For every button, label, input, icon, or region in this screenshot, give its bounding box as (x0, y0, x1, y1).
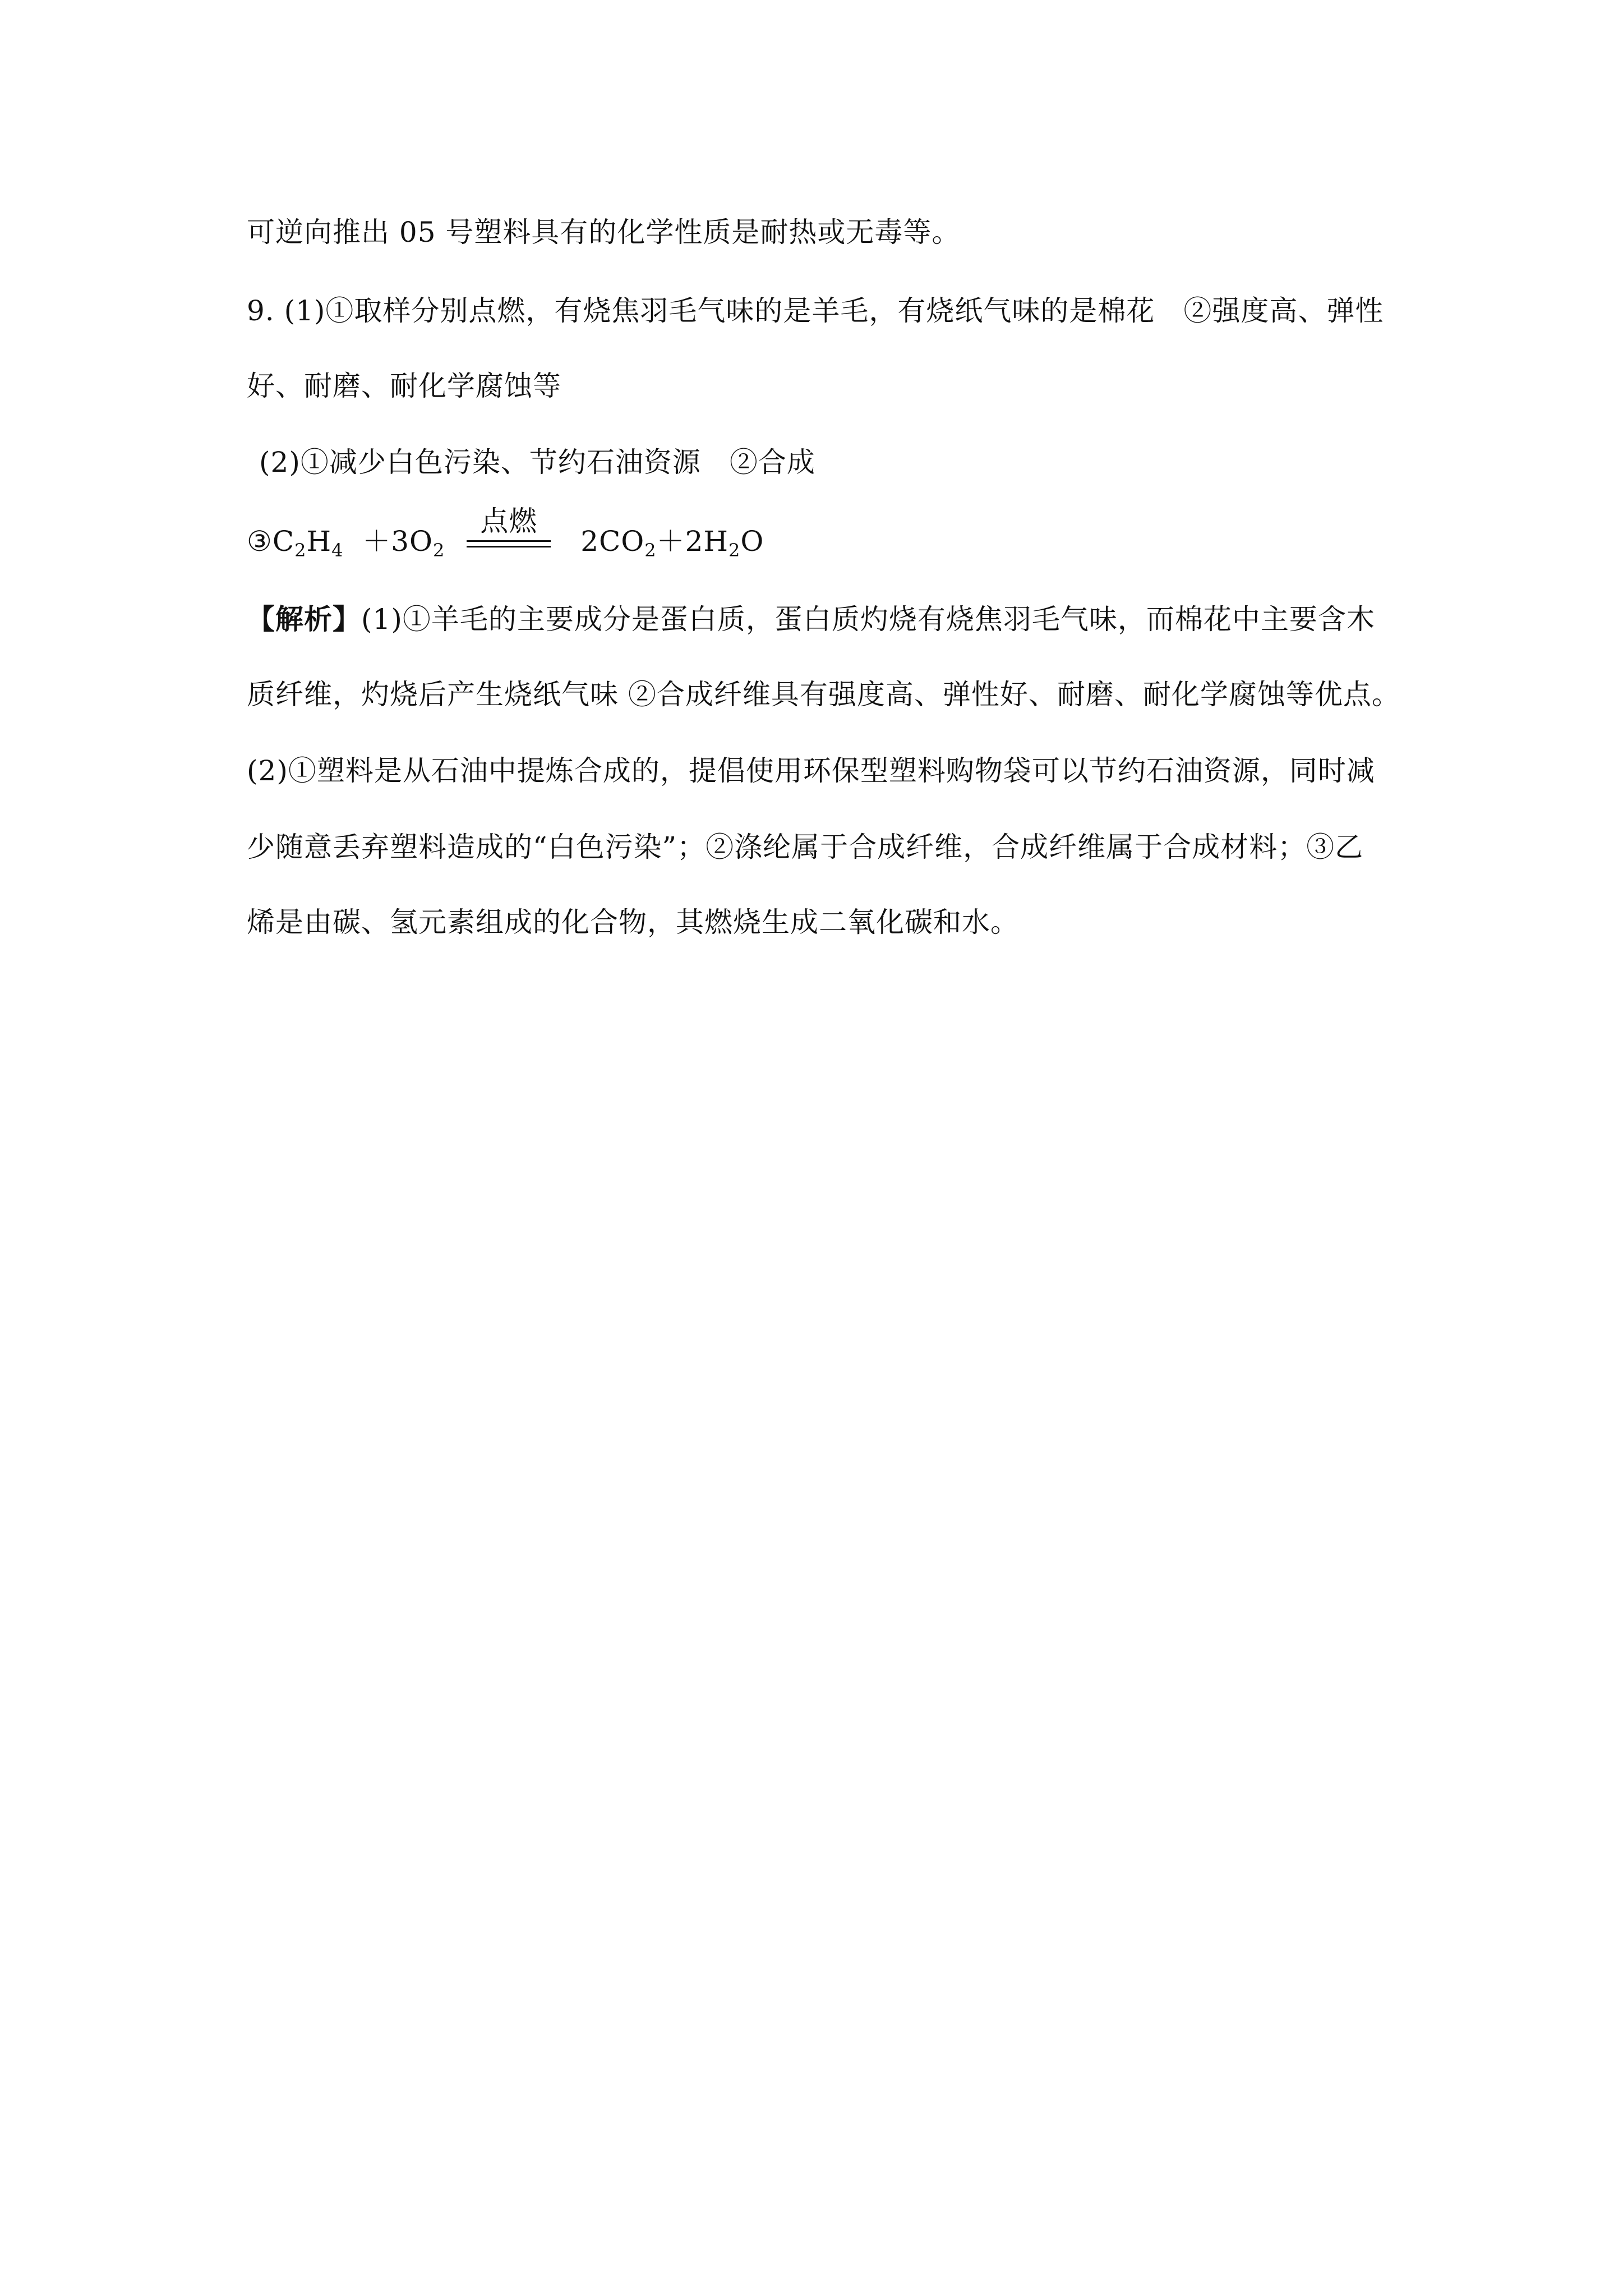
analysis-line: 烯是由碳、氢元素组成的化合物，其燃烧生成二氧化碳和水。 (247, 906, 1019, 938)
eq-h: H (306, 525, 332, 558)
equals-bar-bottom (467, 546, 551, 547)
answer-9-part1-line: 9. (1)①取样分别点燃，有烧焦羽毛气味的是羊毛，有烧纸气味的是棉花 ②强度高、弹性 (247, 295, 1384, 327)
analysis-label: 【解析】 (247, 602, 361, 636)
condition-text: 点燃 (480, 505, 538, 537)
analysis-line: (2)①塑料是从石油中提炼合成的，提倡使用环保型塑料购物袋可以节约石油资源，同时减 (247, 754, 1375, 787)
eq-sub: 4 (331, 540, 344, 561)
answer-9-part1-continued: 好、耐磨、耐化学腐蚀等 (247, 370, 561, 402)
text-line: 可逆向推出 05 号塑料具有的化学性质是耐热或无毒等。 (247, 216, 961, 249)
answer-9-part2-line: (2)①减少白色污染、节约石油资源 ②合成 (259, 446, 815, 478)
eq-product1: 2CO (580, 525, 645, 558)
reaction-condition (467, 505, 551, 559)
equation-products (580, 523, 764, 568)
eq-sub: 2 (644, 540, 657, 561)
eq-prefix: ③C (247, 525, 295, 558)
equals-bar-top (467, 540, 551, 542)
eq-plus-h: ＋2H (656, 525, 729, 558)
analysis-line: 少随意丢弃塑料造成的“白色污染”；②涤纶属于合成纤维，合成纤维属于合成材料；③乙 (247, 831, 1364, 863)
eq-o-end: O (740, 525, 764, 558)
analysis-line: 质纤维，灼烧后产生烧纸气味 ②合成纤维具有强度高、弹性好、耐磨、耐化学腐蚀等优点。 (247, 678, 1400, 711)
eq-sub: 2 (433, 540, 445, 561)
eq-plus-o: ＋3O (362, 525, 434, 558)
eq-sub: 2 (294, 540, 307, 561)
equation-reactants (247, 523, 445, 568)
analysis-line (247, 601, 1402, 637)
chemical-equation (247, 505, 1402, 568)
analysis-text: (1)①羊毛的主要成分是蛋白质，蛋白质灼烧有烧焦羽毛气味，而棉花中主要含木 (361, 603, 1375, 636)
eq-sub: 2 (728, 540, 741, 561)
